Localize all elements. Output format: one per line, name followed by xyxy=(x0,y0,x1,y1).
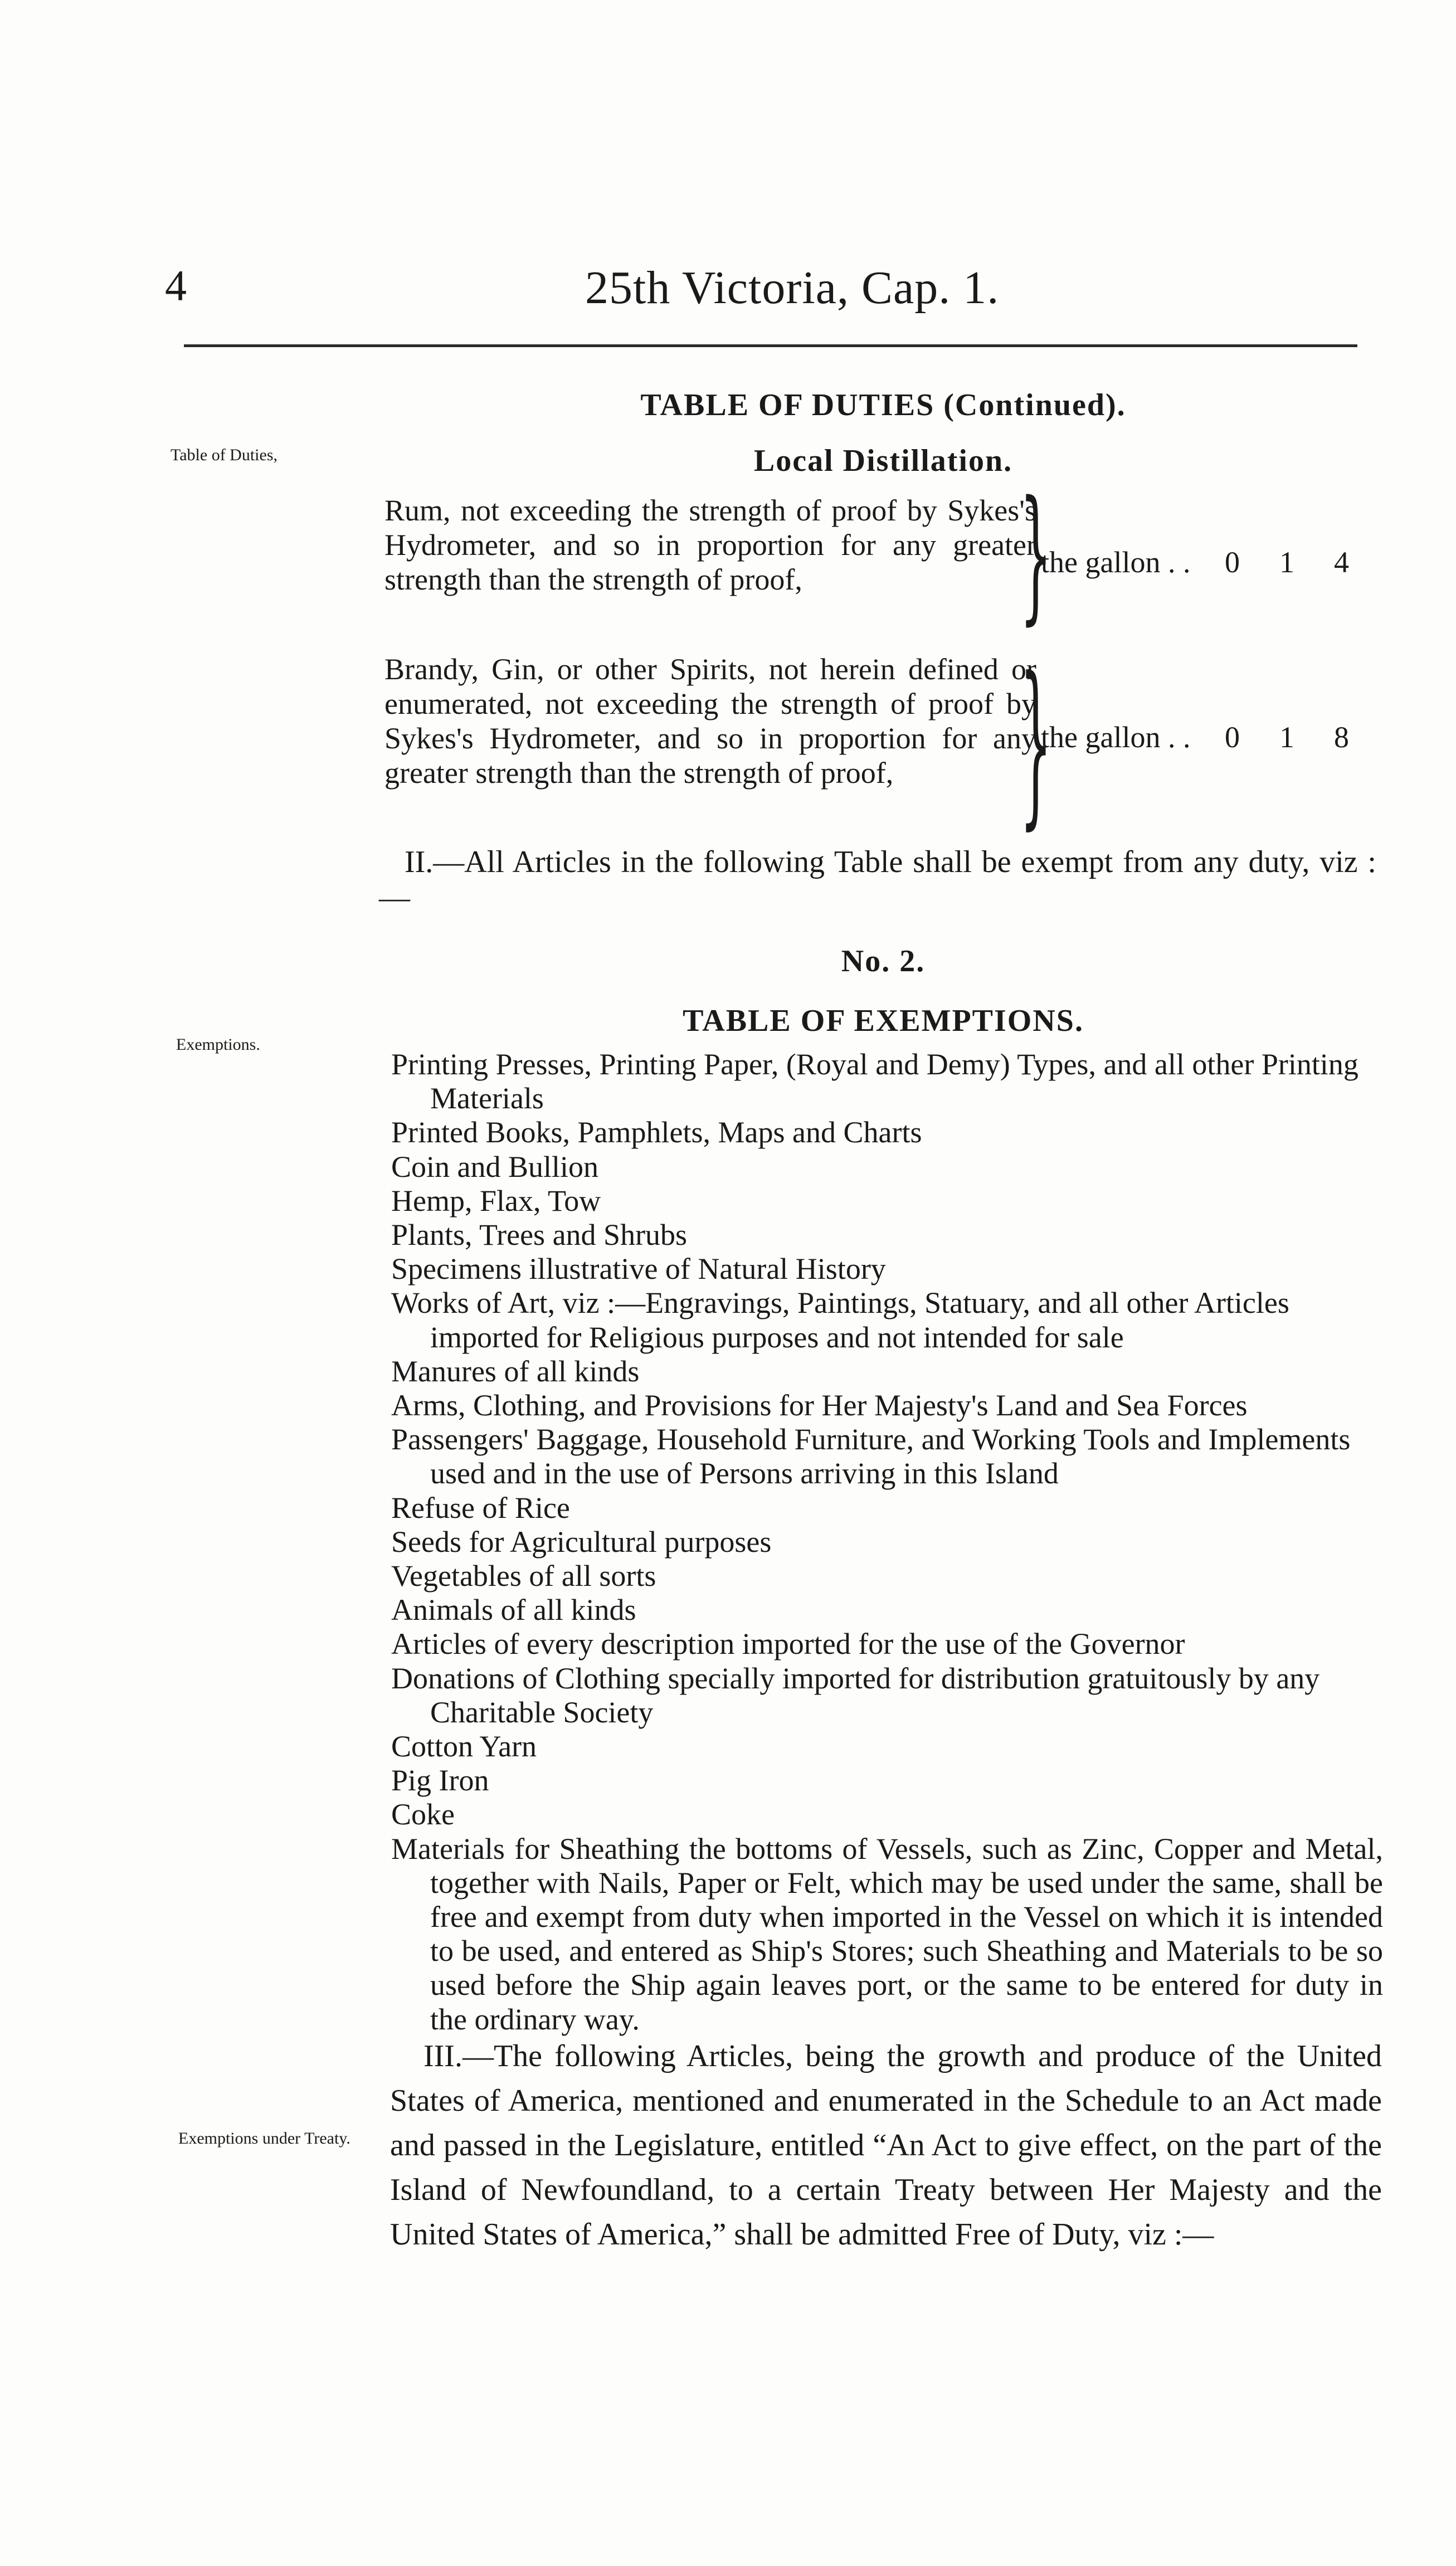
running-title: 25th Victoria, Cap. 1. xyxy=(585,262,1000,314)
duty-pounds-rum: 0 xyxy=(1225,546,1240,579)
duty-pounds-brandy: 0 xyxy=(1225,720,1240,754)
duty-unit-brandy: the gallon . . xyxy=(1041,720,1191,754)
margin-note-exemptions: Exemptions. xyxy=(176,1035,260,1054)
brace-rum: } xyxy=(1020,470,1052,639)
duty-pence-brandy: 8 xyxy=(1334,720,1349,754)
list-item: Arms, Clothing, and Provisions for Her Majesty's Land and Sea Forces xyxy=(391,1389,1248,1423)
list-item: Cotton Yarn xyxy=(391,1730,537,1764)
list-item: Printed Books, Pamphlets, Maps and Charts xyxy=(391,1116,922,1150)
list-item: Donations of Clothing specially imported for distribution gratuitously by any Charitable Society xyxy=(391,1661,1320,1729)
heading-number: No. 2. xyxy=(841,944,926,978)
list-item: Refuse of Rice xyxy=(391,1491,570,1525)
list-item: Articles of every description imported for the use of the Governor xyxy=(391,1627,1185,1661)
section-iii: III.—The following Articles, being the growth and produce of the United States of America, mentioned and enumerated in the Schedule to an Act made and passed in the Legislature, entitled “An Act to give effect, on the part of the Island of Newfoundland, to a certain Treaty between Her Majesty and the United States of America,” shall be admitted Free of Duty, viz :— xyxy=(390,2039,1382,2252)
exemptions-list xyxy=(391,1048,1383,2037)
list-item: Plants, Trees and Shrubs xyxy=(391,1218,688,1252)
margin-note-exemptions-under-treaty: Exemptions under Treaty. xyxy=(178,2129,350,2148)
margin-note-table-of-duties: Table of Duties, xyxy=(171,446,278,464)
list-item: Specimens illustrative of Natural History xyxy=(391,1252,886,1286)
brace-brandy: } xyxy=(1020,640,1052,846)
duty-description-brandy: Brandy, Gin, or other Spirits, not herein defined or enumerated, not exceeding the strength of proof by Sykes's Hydrometer, and so in proportion for any greater strength than the strength of proof, xyxy=(384,653,1036,790)
list-item: Passengers' Baggage, Household Furniture, and Working Tools and Implements used and in the use of Persons arriving in this Island xyxy=(391,1423,1351,1491)
list-item: Vegetables of all sorts xyxy=(391,1559,656,1593)
duty-pence-rum: 4 xyxy=(1334,546,1349,579)
list-item: Seeds for Agricultural purposes xyxy=(391,1525,772,1559)
list-item: Materials for Sheathing the bottoms of Vessels, such as Zinc, Copper and Metal, together with Nails, Paper or Felt, which may be used under the same, shall be free and exempt from duty when imported in the Vessel on which it is intended to be used, and entered as Ship's Stores; such Sheathing and Materials to be so used before the Ship again leaves port, or the same to be entered for duty in the ordinary way. xyxy=(391,1832,1383,2036)
list-item: Hemp, Flax, Tow xyxy=(391,1184,601,1218)
list-item: Coke xyxy=(391,1798,455,1832)
header-rule xyxy=(184,344,1357,347)
list-item: Animals of all kinds xyxy=(391,1593,636,1627)
list-item: Works of Art, viz :—Engravings, Paintings, Statuary, and all other Articles imported for Religious purposes and not intended for sale xyxy=(391,1286,1289,1354)
list-item: Pig Iron xyxy=(391,1764,489,1798)
list-item: Coin and Bullion xyxy=(391,1150,599,1184)
heading-table-of-duties: TABLE OF DUTIES (Continued). xyxy=(640,388,1126,422)
page-number: 4 xyxy=(165,261,187,310)
list-item: Printing Presses, Printing Paper, (Royal and Demy) Types, and all other Printing Materials xyxy=(391,1048,1358,1116)
duty-description-rum: Rum, not exceeding the strength of proof by Sykes's Hydrometer, and so in proportion for any greater strength than the strength of proof, xyxy=(384,494,1036,596)
heading-table-of-exemptions: TABLE OF EXEMPTIONS. xyxy=(683,1004,1084,1038)
duty-unit-rum: the gallon . . xyxy=(1041,546,1191,579)
duty-shillings-brandy: 1 xyxy=(1279,720,1294,754)
duty-shillings-rum: 1 xyxy=(1279,546,1294,579)
section-ii: II.—All Articles in the following Table shall be exempt from any duty, viz :— xyxy=(379,845,1376,915)
list-item: Manures of all kinds xyxy=(391,1354,640,1388)
heading-local-distillation: Local Distillation. xyxy=(753,444,1013,478)
